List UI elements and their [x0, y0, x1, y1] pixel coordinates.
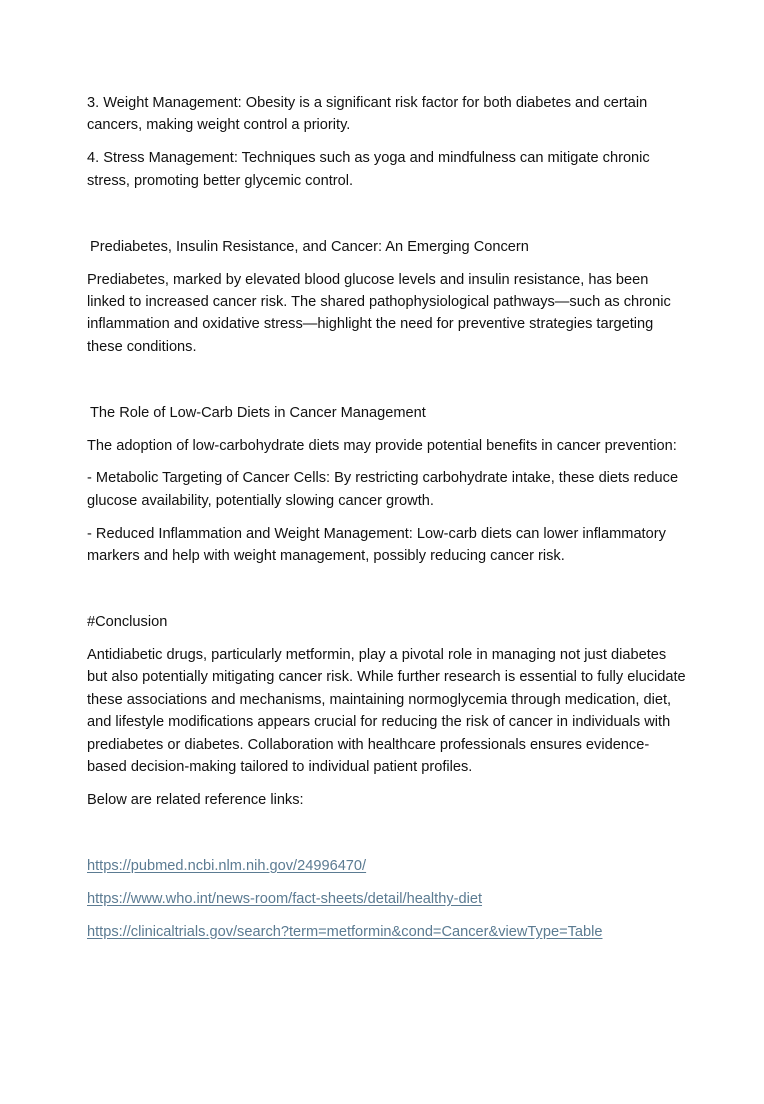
paragraph-conclusion: Antidiabetic drugs, particularly metformin, play a pivotal role in managing not just diabetes but also potentially mitigating cancer risk. While further research is essential to fully elucidate these associations and mechanisms, maintaining normoglycemia through medication, diet, and lifestyle modifications appears crucial for reducing the risk of cancer in individuals with prediabetes or diabetes. Collaboration with healthcare professionals ensures evidence-based decision-making tailored to individual patient profiles.: [87, 647, 686, 776]
paragraph-prediabetes: Prediabetes, marked by elevated blood glucose levels and insulin resistance, has been linked to increased cancer risk. The shared pathophysiological pathways—such as chronic inflammation and oxidative stress—highlight the need for preventive strategies targeting these conditions.: [87, 271, 671, 355]
section-spacer: [87, 369, 687, 402]
reference-link-who[interactable]: https://www.who.int/news-room/fact-sheets/detail/healthy-diet: [87, 890, 483, 907]
heading-conclusion: #Conclusion: [87, 614, 168, 631]
list-item-weight-management: 3. Weight Management: Obesity is a significant risk factor for both diabetes and certain cancers, making weight control a priority.: [87, 95, 648, 134]
reference-link-clinicaltrials[interactable]: https://clinicaltrials.gov/search?term=metformin&cond=Cancer&viewType=Table: [87, 923, 603, 940]
section-spacer: [87, 578, 687, 611]
section-spacer: [87, 822, 687, 855]
bullet-metabolic-targeting: - Metabolic Targeting of Cancer Cells: By restricting carbohydrate intake, these diets reduce glucose availability, potentially slowing cancer growth.: [87, 470, 679, 509]
section-spacer: [87, 203, 687, 236]
document-page: [87, 92, 687, 954]
list-item-stress-management: 4. Stress Management: Techniques such as yoga and mindfulness can mitigate chronic stress, promoting better glycemic control.: [87, 150, 650, 189]
references-intro: Below are related reference links:: [87, 791, 304, 808]
heading-low-carb: The Role of Low-Carb Diets in Cancer Management: [90, 404, 426, 421]
paragraph-low-carb-intro: The adoption of low-carbohydrate diets may provide potential benefits in cancer prevention:: [87, 437, 677, 454]
reference-link-pubmed[interactable]: https://pubmed.ncbi.nlm.nih.gov/24996470/: [87, 857, 367, 874]
heading-prediabetes: Prediabetes, Insulin Resistance, and Cancer: An Emerging Concern: [90, 238, 529, 255]
bullet-reduced-inflammation: - Reduced Inflammation and Weight Management: Low-carb diets can lower inflammatory markers and help with weight management, possibly reducing cancer risk.: [87, 525, 666, 565]
